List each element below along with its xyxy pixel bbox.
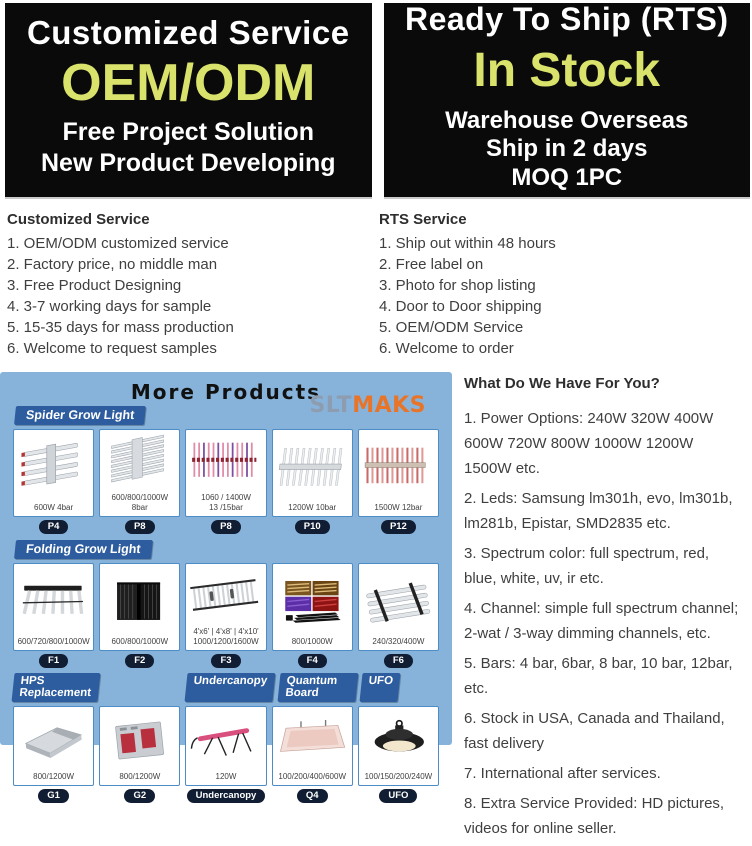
product-row-misc (13, 706, 439, 786)
list-item: 4. Door to Door shipping (379, 298, 542, 315)
banner-left-title: Customized Service (26, 14, 350, 52)
list-item: 6. Welcome to order (379, 340, 514, 357)
features-title: What Do We Have For You? (464, 375, 660, 392)
rts-service-list (379, 211, 556, 367)
product-label: 600/800/1000W (111, 637, 169, 646)
product-label: 1500W 12bar (374, 503, 423, 512)
feature-item: 6. Stock in USA, Canada and Thailand, fast delivery (464, 710, 725, 752)
feature-item: 2. Leds: Samsung lm301h, evo, lm301b, lm281b, Epistar, SMD2835 etc. (464, 490, 733, 532)
product-badge: F4 (298, 654, 327, 668)
rts-service-title: RTS Service (379, 211, 467, 228)
product-label: 240/320/400W (372, 637, 425, 646)
list-item: 2. Factory price, no middle man (7, 256, 218, 273)
product-label: 1200W 10bar (288, 503, 337, 512)
product-card (99, 429, 180, 517)
banner-right-title: Ready To Ship (RTS) (404, 1, 729, 38)
customized-service-title: Customized Service (7, 211, 150, 228)
folding-f3-product-image (188, 566, 263, 627)
badge-row-misc (13, 789, 439, 803)
bottom-section (0, 372, 752, 846)
quantum-board-product-image (275, 709, 350, 772)
section-header-spider-grow-light: Spider Grow Light (14, 406, 146, 425)
brand-logo-maks: MAKS (352, 393, 426, 418)
folding-f2-product-image (102, 566, 177, 637)
folding-f1-product-image (16, 566, 91, 637)
list-item: 1. Ship out within 48 hours (379, 235, 556, 252)
feature-item: 8. Extra Service Provided: HD pictures, videos for online seller. (464, 795, 725, 837)
product-badge: P4 (39, 520, 69, 534)
product-badge: P10 (295, 520, 330, 534)
list-item: 6. Welcome to request samples (7, 340, 217, 357)
feature-item: 7. International after services. (464, 765, 661, 782)
brand-logo (309, 393, 426, 418)
product-badge: UFO (379, 789, 417, 803)
section-header-undercanopy: Undercanopy (185, 673, 276, 702)
product-label: 600W 4bar (34, 503, 74, 512)
product-card (13, 563, 94, 651)
list-item: 5. OEM/ODM Service (379, 319, 524, 336)
product-card (99, 706, 180, 786)
hps-g1-product-image (16, 709, 91, 772)
product-card (272, 706, 353, 786)
product-label: 4'x6' | 4'x8' | 4'x10' (193, 627, 259, 636)
product-badge: F6 (384, 654, 413, 668)
banner-left-sub2: New Product Developing (41, 149, 336, 178)
product-row-folding (13, 563, 439, 651)
banner-ready-to-ship (384, 3, 751, 199)
folding-f4-product-image (275, 566, 350, 637)
product-label: 800/1000W (291, 637, 333, 646)
banner-left-accent: OEM/ODM (61, 54, 316, 113)
product-badge: P8 (211, 520, 241, 534)
banner-right-accent: In Stock (473, 44, 661, 98)
banner-customized-service (5, 3, 372, 199)
product-badge: G1 (38, 789, 69, 803)
spider-4bar-product-image (16, 432, 91, 503)
spider-8bar-product-image (102, 432, 177, 493)
product-card (185, 563, 266, 651)
section-header-ufo: UFO (360, 673, 401, 702)
product-label: 800/1200W (33, 772, 75, 781)
list-item: 2. Free label on (379, 256, 484, 273)
product-card (99, 563, 180, 651)
feature-item: 5. Bars: 4 bar, 6bar, 8 bar, 10 bar, 12bar, etc. (464, 655, 733, 697)
product-label: 600/800/1000W (111, 493, 169, 502)
banner-right-sub2: Ship in 2 days (486, 135, 648, 163)
product-label: 8bar (131, 503, 148, 512)
list-item: 5. 15-35 days for mass production (7, 319, 234, 336)
product-row-spider (13, 429, 439, 517)
product-card (358, 706, 439, 786)
section-header-hps-replacement: HPS Replacement (11, 673, 100, 702)
category-header-strip (13, 673, 439, 702)
product-badge: Q4 (297, 789, 328, 803)
section-header-quantum-board: Quantum Board (277, 673, 358, 702)
spider-13bar-product-image (188, 432, 263, 493)
list-item: 4. 3-7 working days for sample (7, 298, 212, 315)
product-card (13, 706, 94, 786)
product-label: 1000/1200/1600W (193, 637, 259, 646)
product-badge: P12 (381, 520, 416, 534)
list-item: 3. Photo for shop listing (379, 277, 536, 294)
product-badge: F2 (125, 654, 154, 668)
product-card (272, 429, 353, 517)
badge-row-folding (13, 654, 439, 668)
feature-item: 3. Spectrum color: full spectrum, red, blue, white, uv, ir etc. (464, 545, 710, 587)
product-badge: P8 (125, 520, 155, 534)
banner-right-sub3: MOQ 1PC (511, 164, 623, 192)
banner-left-sub1: Free Project Solution (62, 118, 314, 147)
more-products-title: More Products (130, 380, 322, 404)
product-card (358, 563, 439, 651)
product-badge: F3 (211, 654, 240, 668)
hps-g2-product-image (102, 709, 177, 772)
product-badge: F1 (39, 654, 68, 668)
section-header-folding-grow-light: Folding Grow Light (14, 540, 153, 559)
product-label: 600/720/800/1000W (17, 637, 90, 646)
undercanopy-product-image (188, 709, 263, 772)
service-lists (0, 199, 752, 367)
product-label: 120W (215, 772, 237, 781)
spider-12bar-product-image (361, 432, 436, 503)
product-label: 100/150/200/240W (364, 772, 433, 781)
product-badge: Undercanopy (187, 789, 266, 803)
product-card (185, 429, 266, 517)
product-badge: G2 (124, 789, 155, 803)
banner-right-sub1: Warehouse Overseas (445, 106, 689, 134)
product-label: 1060 / 1400W (201, 493, 251, 502)
features-column (452, 372, 752, 846)
product-card (358, 429, 439, 517)
list-item: 1. OEM/ODM customized service (7, 235, 229, 252)
brand-logo-slt: SLT (309, 393, 353, 418)
ufo-light-product-image (361, 709, 436, 772)
feature-item: 1. Power Options: 240W 320W 400W 600W 720W 800W 1000W 1200W 1500W etc. (464, 410, 714, 477)
product-card (272, 563, 353, 651)
feature-item: 4. Channel: simple full spectrum channel; 2-wat / 3-way dimming channels, etc. (464, 600, 739, 642)
promo-banners (0, 0, 752, 199)
product-label: 100/200/400/600W (278, 772, 346, 781)
folding-f6-product-image (361, 566, 436, 637)
spider-10bar-product-image (275, 432, 350, 503)
product-card (13, 429, 94, 517)
list-item: 3. Free Product Designing (7, 277, 182, 294)
product-label: 800/1200W (119, 772, 161, 781)
product-label: 13 /15bar (209, 503, 243, 512)
product-card (185, 706, 266, 786)
more-products-panel (0, 372, 452, 801)
badge-row-spider (13, 520, 439, 534)
customized-service-list (7, 211, 379, 367)
